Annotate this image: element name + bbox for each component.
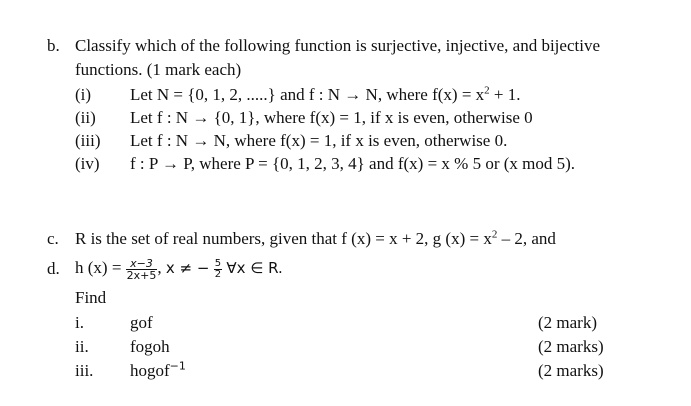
section-c-marker: c.	[47, 229, 59, 248]
find-label: Find	[75, 288, 107, 307]
find-item-iii-marks: (2 marks)	[538, 361, 604, 380]
h-lhs: h (x) =	[75, 258, 122, 277]
item-ii-number: (ii)	[75, 108, 96, 127]
h-fraction-denominator: 2x+5	[126, 268, 157, 282]
find-item-ii-text: fogoh	[130, 337, 170, 356]
section-d-marker: d.	[47, 259, 60, 278]
find-item-ii-marks: (2 marks)	[538, 337, 604, 356]
item-ii-text: Let f : N → {0, 1}, where f(x) = 1, if x is even, otherwise 0	[130, 108, 533, 127]
h-condition-fraction	[214, 259, 222, 280]
h-condition-prefix: x ≠ −	[165, 259, 210, 277]
h-condition-denominator: 2	[214, 268, 222, 280]
section-c-text: R is the set of real numbers, given that f (x) = x + 2, g $(x) = x^2 - 2$, and	[75, 228, 556, 248]
find-item-i-marks: (2 mark)	[538, 313, 598, 332]
find-item-iii-text: hogof$^{-1}$	[130, 359, 186, 380]
h-function-definition	[75, 252, 283, 284]
h-fraction	[126, 258, 158, 281]
item-iii-text: Let f : N → N, where f(x) = 1, if x is even, otherwise 0.	[130, 131, 508, 150]
section-b-heading-line2: functions. (1 mark each)	[75, 60, 242, 79]
item-iii-number: (iii)	[75, 131, 101, 150]
item-i-number: (i)	[75, 85, 92, 104]
find-item-i-text: gof	[130, 313, 153, 332]
find-item-ii-number: ii.	[75, 337, 89, 356]
find-item-i-number: i.	[75, 313, 84, 332]
section-b-heading-line1: Classify which of the following function is surjective, injective, and bijective	[75, 36, 600, 55]
item-iv-text: f : P → P, where P = {0, 1, 2, 3, 4} and f(x) = x % 5 or (x mod 5).	[130, 154, 576, 173]
item-iv-number: (iv)	[75, 154, 100, 173]
h-fraction-numerator: x−3	[126, 258, 158, 270]
h-comma: ,	[157, 258, 162, 277]
find-item-iii-number: iii.	[75, 361, 94, 380]
item-i-text: Let N = {0, 1, 2, .....} and f : N → N, where $f(x) = x^2 + 1$.	[130, 84, 521, 104]
h-condition-numerator: 5	[214, 257, 222, 269]
section-b-marker: b.	[47, 36, 60, 55]
h-condition-suffix: ∀x ∈ R.	[226, 259, 283, 277]
